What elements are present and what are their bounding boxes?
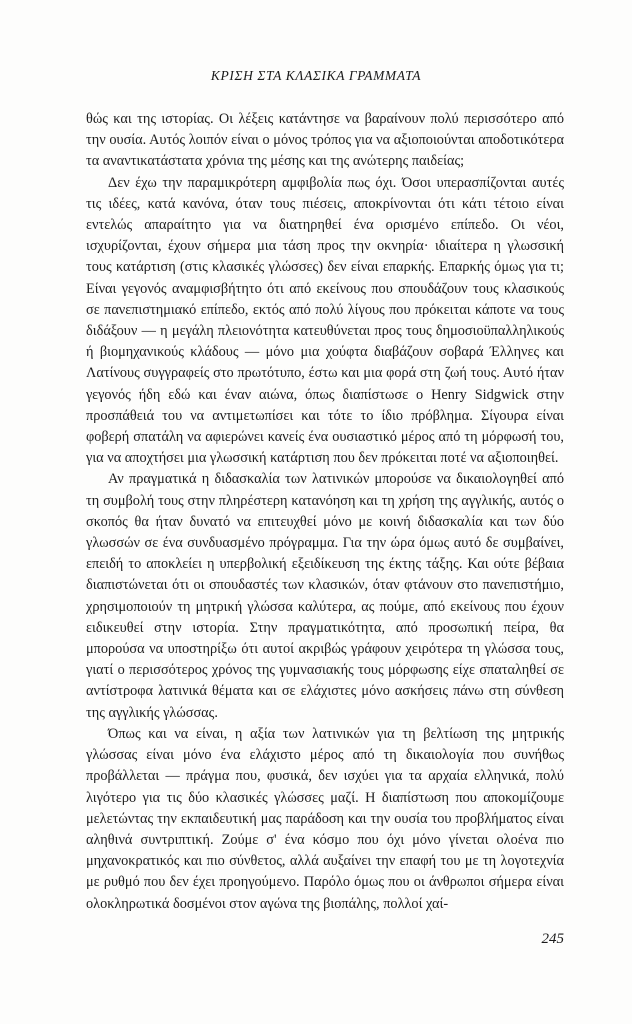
paragraph-continuation: θώς και της ιστορίας. Οι λέξεις κατάντησε να βαραίνουν πολύ περισσότερο από την ουσία. Αυτός λοιπόν είναι ο μόνος τρόπος για να αξιοποιούνται αποδοτικότερα τα αναντικατάστατα χρόνια της μέσης και της ανώτερης παιδείας; bbox=[86, 111, 564, 170]
paragraph: Δεν έχω την παραμικρότερη αμφιβολία πως όχι. Όσοι υπερασπίζονται αυτές τις ιδέες, κατά κανόνα, όταν τους πιέσεις, αποκρίνονται ότι κάτι τέτοιο είναι εντελώς απαραίτητο για να διατηρηθεί ένα ορισμένο επίπεδο. Οι νέοι, ισχυρίζονται, έχουν σήμερα μια τάση προς την οκνηρία· ιδιαίτερα η γλωσσική τους κατάρτιση (στις κλασικές γλώσσες) δεν είναι επαρκής. Επαρκής όμως για τι; Είναι γεγονός αναμφισβήτητο ότι από εκείνους που σπουδάζουν τους κλασικούς σε πανεπιστημιακό επίπεδο, εκτός από πολύ λίγους που πρόκειται κάποτε να τους διδάξουν — η μεγάλη πλειονότητα κατευθύνεται προς τους δημοσιοϋπαλληλικούς ή βιομηχανικούς κλάδους — μόνο μια χούφτα διαβάζουν σοβαρά Έλληνες και Λατίνους συγγραφείς στο πρωτότυπο, έστω και μια φορά στη ζωή τους. Αυτό ήταν γεγονός ήδη εδώ και έναν αιώνα, όπως διαπίστωσε ο Henry Sidgwick στην προσπάθειά του να αντιμετωπίσει και τότε το ίδιο πρόβλημα. Σίγουρα είναι φοβερή σπατάλη να αφιερώνει κανείς ένα ουσιαστικό μέρος από τη μόρφωσή του, για να αποχτήσει μια γλωσσική κατάρτιση που δεν πρόκειται ποτέ να αξιοποιηθεί. bbox=[86, 174, 564, 467]
paragraph: Όπως και να είναι, η αξία των λατινικών για τη βελτίωση της μητρικής γλώσσας είναι μόνο ένα ελάχιστο μέρος από τη δικαιολογία που συνήθως προβάλλεται — πράγμα που, φυσικά, δεν ισχύει για τα αρχαία ελληνικά, πολύ λιγότερο για τις δύο κλασικές γλώσσες μαζί. Η διαπίστωση που αποκομίζουμε μελετώντας την εκπαιδευτική μας παράδοση και την ουσία του προβλήματος είναι αληθινά συντριπτική. Ζούμε σ' ένα κόσμο που όχι μόνο γίνεται ολοένα πιο μηχανοκρατικός και πιο σύνθετος, αλλά αυξαίνει την επαφή του με τη λογοτεχνία με ρυθμό που δεν έχει προηγούμενο. Παρόλο όμως που οι άνθρωποι σήμερα είναι ολοκληρωτικά δοσμένοι στον αγώνα της βιοπάλης, πολλοί χαί- bbox=[86, 725, 564, 912]
paragraph: Αν πραγματικά η διδασκαλία των λατινικών μπορούσε να δικαιολογηθεί από τη συμβολή τους στην πληρέστερη κατανόηση και τη χρήση της αγγλικής, αυτός ο σκοπός θα ήταν δυνατό να επιτευχθεί μόνο με κοινή διδασκαλία και των δύο γλωσσών σε ένα συνδυασμένο πρόγραμμα. Για την ώρα όμως αυτό δε συμβαίνει, επειδή το αποκλείει η υπερβολική εξειδίκευση της έκτης τάξης. Και ούτε βέβαια διαπιστώνεται ότι οι σπουδαστές των κλασικών, όταν φτάνουν στο πανεπιστήμιο, χρησιμοποιούν τη μητρική γλώσσα καλύτερα, ας πούμε, από εκείνους που έχουν ειδικευθεί στην ιστορία. Στην πραγματικότητα, από προσωπική πείρα, θα μπορούσα να υποστηρίξω ότι αυτοί ακριβώς γράφουν χειρότερα τη γλώσσα τους, γιατί ο περισσότερος χρόνος της γυμνασιακής τους μόρφωσης είχε σπαταληθεί σε αντίστροφα λατινικά θέματα και σε ελάχιστες μόνο ασκήσεις πάνω στη σύνθεση της αγγλικής γλώσσας. bbox=[86, 471, 564, 721]
running-header: ΚΡΙΣΗ ΣΤΑ ΚΛΑΣΙΚΑ ΓΡΑΜΜΑΤΑ bbox=[210, 68, 422, 83]
body-text bbox=[86, 109, 564, 915]
page-number: 245 bbox=[541, 931, 564, 947]
